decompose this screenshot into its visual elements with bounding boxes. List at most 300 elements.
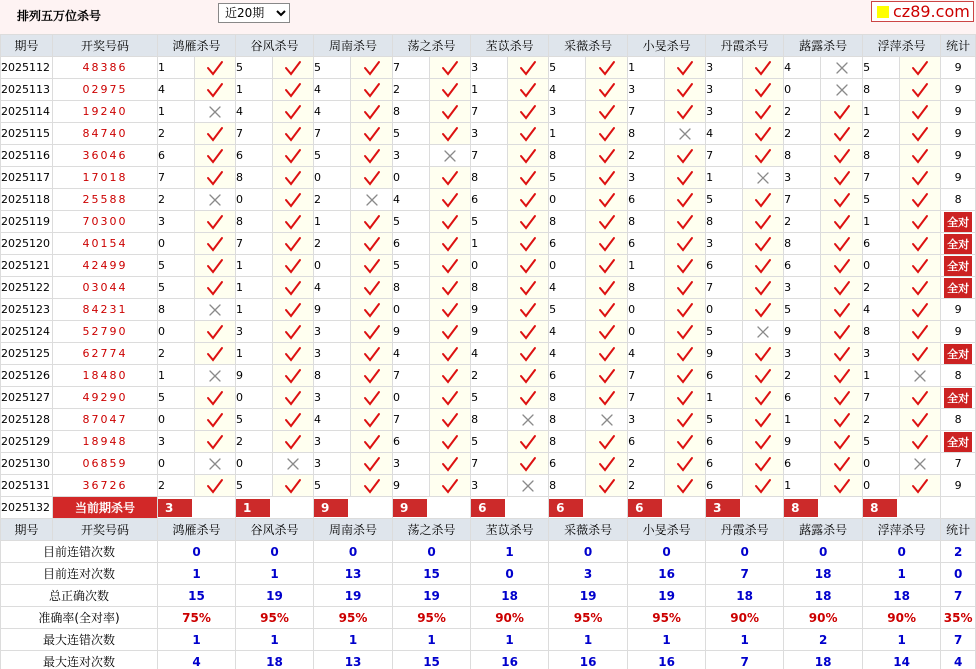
kill-pick: 8 bbox=[314, 365, 351, 387]
kill-pick: 1 bbox=[236, 79, 273, 101]
kill-pick: 6 bbox=[393, 233, 430, 255]
cross-icon bbox=[754, 323, 772, 341]
header-count: 统计 bbox=[941, 519, 976, 541]
period-select[interactable] bbox=[218, 3, 290, 23]
check-icon bbox=[598, 345, 616, 363]
check-icon bbox=[441, 433, 459, 451]
result-correct bbox=[821, 123, 863, 145]
stats-value: 18 bbox=[784, 651, 863, 669]
header-issue: 期号 bbox=[1, 519, 53, 541]
result-correct bbox=[195, 475, 236, 497]
kill-pick: 3 bbox=[393, 453, 430, 475]
stats-row bbox=[1, 585, 976, 607]
check-icon bbox=[284, 367, 302, 385]
current-issue: 2025132 bbox=[1, 497, 53, 519]
stats-total: 7 bbox=[941, 585, 976, 607]
result-correct bbox=[430, 431, 471, 453]
result-correct bbox=[900, 189, 941, 211]
result-correct bbox=[508, 101, 549, 123]
check-icon bbox=[598, 213, 616, 231]
stats-value: 1 bbox=[236, 563, 314, 585]
result-correct bbox=[586, 321, 628, 343]
kill-pick: 9 bbox=[393, 475, 430, 497]
check-icon bbox=[441, 455, 459, 473]
brand-text: cz89.com bbox=[893, 2, 970, 21]
kill-pick: 5 bbox=[863, 57, 900, 79]
kill-pick: 9 bbox=[471, 321, 508, 343]
kill-pick: 3 bbox=[706, 101, 743, 123]
check-icon bbox=[676, 301, 694, 319]
check-icon bbox=[833, 455, 851, 473]
header-expert: 浮萍杀号 bbox=[863, 519, 941, 541]
header-expert: 谷风杀号 bbox=[236, 35, 314, 57]
check-icon bbox=[363, 477, 381, 495]
check-icon bbox=[833, 301, 851, 319]
check-icon bbox=[754, 257, 772, 275]
check-icon bbox=[519, 455, 537, 473]
result-correct bbox=[900, 145, 941, 167]
result-correct bbox=[430, 365, 471, 387]
kill-pick: 8 bbox=[706, 211, 743, 233]
result-correct bbox=[351, 211, 393, 233]
stats-value: 0 bbox=[393, 541, 471, 563]
check-icon bbox=[363, 301, 381, 319]
kill-pick: 1 bbox=[706, 167, 743, 189]
check-icon bbox=[676, 455, 694, 473]
result-wrong bbox=[195, 453, 236, 475]
kill-pick: 5 bbox=[314, 145, 351, 167]
stats-value: 1 bbox=[393, 629, 471, 651]
stats-value: 18 bbox=[236, 651, 314, 669]
result-correct bbox=[273, 343, 314, 365]
check-icon bbox=[441, 59, 459, 77]
row-count: 8 bbox=[941, 189, 976, 211]
stats-label: 目前连错次数 bbox=[1, 541, 158, 563]
current-pick-cell bbox=[863, 497, 941, 519]
result-correct bbox=[273, 57, 314, 79]
stats-value: 0 bbox=[628, 541, 706, 563]
kill-pick: 6 bbox=[549, 365, 586, 387]
check-icon bbox=[754, 345, 772, 363]
result-correct bbox=[743, 431, 784, 453]
kill-pick: 8 bbox=[549, 475, 586, 497]
check-icon bbox=[206, 389, 224, 407]
check-icon bbox=[363, 169, 381, 187]
stats-value: 4 bbox=[158, 651, 236, 669]
header-expert: 丹霞杀号 bbox=[706, 35, 784, 57]
kill-pick: 8 bbox=[549, 409, 586, 431]
table-row bbox=[1, 321, 976, 343]
check-icon bbox=[206, 323, 224, 341]
current-pick: 8 bbox=[863, 499, 897, 517]
table-row bbox=[1, 101, 976, 123]
issue-number: 2025122 bbox=[1, 277, 53, 299]
cross-icon bbox=[206, 191, 224, 209]
kill-pick: 8 bbox=[784, 233, 821, 255]
kill-pick: 4 bbox=[549, 79, 586, 101]
result-correct bbox=[430, 299, 471, 321]
result-correct bbox=[273, 233, 314, 255]
kill-pick: 2 bbox=[784, 123, 821, 145]
stats-row bbox=[1, 541, 976, 563]
header-expert: 鸿雁杀号 bbox=[158, 35, 236, 57]
result-correct bbox=[821, 453, 863, 475]
kill-pick: 8 bbox=[549, 387, 586, 409]
row-count bbox=[941, 277, 976, 299]
result-correct bbox=[508, 299, 549, 321]
check-icon bbox=[363, 235, 381, 253]
kill-pick: 5 bbox=[549, 57, 586, 79]
table-row bbox=[1, 255, 976, 277]
result-correct bbox=[351, 123, 393, 145]
kill-pick: 7 bbox=[706, 277, 743, 299]
check-icon bbox=[206, 345, 224, 363]
result-correct bbox=[821, 299, 863, 321]
kill-pick: 3 bbox=[628, 167, 665, 189]
table-row bbox=[1, 79, 976, 101]
stats-value: 1 bbox=[549, 629, 628, 651]
check-icon bbox=[441, 169, 459, 187]
table-body bbox=[1, 57, 976, 519]
result-correct bbox=[430, 321, 471, 343]
result-correct bbox=[195, 321, 236, 343]
kill-pick: 5 bbox=[158, 255, 195, 277]
check-icon bbox=[284, 191, 302, 209]
kill-pick: 5 bbox=[158, 277, 195, 299]
result-correct bbox=[743, 343, 784, 365]
result-wrong bbox=[351, 189, 393, 211]
check-icon bbox=[754, 433, 772, 451]
check-icon bbox=[519, 389, 537, 407]
result-correct bbox=[351, 299, 393, 321]
result-correct bbox=[273, 365, 314, 387]
result-correct bbox=[743, 57, 784, 79]
stats-value: 95% bbox=[236, 607, 314, 629]
result-correct bbox=[430, 211, 471, 233]
result-correct bbox=[273, 145, 314, 167]
kill-pick: 7 bbox=[236, 123, 273, 145]
kill-pick: 4 bbox=[393, 343, 430, 365]
result-correct bbox=[508, 189, 549, 211]
result-correct bbox=[821, 343, 863, 365]
check-icon bbox=[754, 235, 772, 253]
issue-number: 2025120 bbox=[1, 233, 53, 255]
result-correct bbox=[351, 79, 393, 101]
check-icon bbox=[441, 81, 459, 99]
check-icon bbox=[206, 477, 224, 495]
result-correct bbox=[586, 145, 628, 167]
draw-number: 19240 bbox=[53, 101, 158, 123]
result-correct bbox=[586, 365, 628, 387]
all-correct-badge: 全对 bbox=[944, 212, 972, 232]
check-icon bbox=[441, 411, 459, 429]
result-correct bbox=[900, 277, 941, 299]
result-correct bbox=[508, 453, 549, 475]
check-icon bbox=[363, 345, 381, 363]
issue-number: 2025129 bbox=[1, 431, 53, 453]
check-icon bbox=[911, 147, 929, 165]
check-icon bbox=[598, 169, 616, 187]
row-count: 9 bbox=[941, 145, 976, 167]
check-icon bbox=[206, 279, 224, 297]
check-icon bbox=[441, 191, 459, 209]
kill-pick: 7 bbox=[628, 365, 665, 387]
kill-pick: 6 bbox=[706, 365, 743, 387]
check-icon bbox=[676, 235, 694, 253]
result-correct bbox=[900, 255, 941, 277]
result-correct bbox=[508, 123, 549, 145]
check-icon bbox=[598, 433, 616, 451]
kill-pick: 3 bbox=[628, 409, 665, 431]
issue-number: 2025119 bbox=[1, 211, 53, 233]
check-icon bbox=[676, 323, 694, 341]
stats-row bbox=[1, 651, 976, 669]
check-icon bbox=[911, 169, 929, 187]
cross-icon bbox=[754, 169, 772, 187]
stats-value: 0 bbox=[549, 541, 628, 563]
kill-pick: 1 bbox=[863, 211, 900, 233]
result-correct bbox=[821, 409, 863, 431]
cross-icon bbox=[206, 103, 224, 121]
result-correct bbox=[195, 57, 236, 79]
result-correct bbox=[351, 365, 393, 387]
kill-pick: 1 bbox=[314, 211, 351, 233]
check-icon bbox=[519, 257, 537, 275]
check-icon bbox=[598, 367, 616, 385]
check-icon bbox=[833, 345, 851, 363]
cross-icon bbox=[206, 367, 224, 385]
check-icon bbox=[911, 235, 929, 253]
check-icon bbox=[284, 323, 302, 341]
stats-value: 16 bbox=[549, 651, 628, 669]
check-icon bbox=[284, 213, 302, 231]
result-correct bbox=[273, 211, 314, 233]
kill-pick: 0 bbox=[314, 255, 351, 277]
draw-number: 36726 bbox=[53, 475, 158, 497]
result-correct bbox=[586, 387, 628, 409]
stats-row bbox=[1, 629, 976, 651]
kill-pick: 4 bbox=[314, 79, 351, 101]
result-correct bbox=[665, 453, 706, 475]
kill-pick: 5 bbox=[471, 431, 508, 453]
stats-label: 最大连错次数 bbox=[1, 629, 158, 651]
row-count bbox=[941, 343, 976, 365]
stats-value: 1 bbox=[158, 629, 236, 651]
kill-pick: 7 bbox=[628, 101, 665, 123]
check-icon bbox=[363, 147, 381, 165]
result-correct bbox=[508, 233, 549, 255]
kill-pick: 3 bbox=[471, 475, 508, 497]
cross-icon bbox=[833, 81, 851, 99]
kill-pick: 0 bbox=[471, 255, 508, 277]
stats-total: 2 bbox=[941, 541, 976, 563]
kill-pick: 3 bbox=[314, 387, 351, 409]
kill-pick: 2 bbox=[628, 453, 665, 475]
row-count: 9 bbox=[941, 321, 976, 343]
kill-pick: 0 bbox=[549, 255, 586, 277]
check-icon bbox=[284, 389, 302, 407]
check-icon bbox=[598, 279, 616, 297]
check-icon bbox=[598, 477, 616, 495]
check-icon bbox=[676, 59, 694, 77]
kill-pick: 9 bbox=[784, 431, 821, 453]
brand-square-icon bbox=[877, 6, 889, 18]
kill-pick: 0 bbox=[628, 299, 665, 321]
result-wrong bbox=[743, 321, 784, 343]
check-icon bbox=[833, 103, 851, 121]
kill-pick: 3 bbox=[706, 57, 743, 79]
check-icon bbox=[441, 323, 459, 341]
kill-pick: 6 bbox=[784, 387, 821, 409]
issue-number: 2025115 bbox=[1, 123, 53, 145]
result-correct bbox=[430, 255, 471, 277]
row-count bbox=[941, 431, 976, 453]
check-icon bbox=[598, 389, 616, 407]
kill-pick: 6 bbox=[784, 453, 821, 475]
stats-value: 0 bbox=[314, 541, 393, 563]
cross-icon bbox=[676, 125, 694, 143]
check-icon bbox=[519, 81, 537, 99]
result-correct bbox=[195, 255, 236, 277]
check-icon bbox=[363, 59, 381, 77]
cross-icon bbox=[519, 477, 537, 495]
kill-pick: 7 bbox=[706, 145, 743, 167]
kill-pick: 4 bbox=[314, 101, 351, 123]
kill-pick: 8 bbox=[471, 409, 508, 431]
check-icon bbox=[598, 235, 616, 253]
result-correct bbox=[586, 123, 628, 145]
all-correct-badge: 全对 bbox=[944, 234, 972, 254]
result-correct bbox=[743, 211, 784, 233]
stats-total: 35% bbox=[941, 607, 976, 629]
draw-number: 87047 bbox=[53, 409, 158, 431]
cross-icon bbox=[441, 147, 459, 165]
kill-pick: 8 bbox=[236, 167, 273, 189]
row-count: 9 bbox=[941, 475, 976, 497]
check-icon bbox=[833, 147, 851, 165]
kill-pick: 6 bbox=[628, 431, 665, 453]
issue-number: 2025126 bbox=[1, 365, 53, 387]
result-correct bbox=[351, 255, 393, 277]
result-correct bbox=[273, 79, 314, 101]
check-icon bbox=[206, 257, 224, 275]
result-correct bbox=[351, 475, 393, 497]
row-count: 9 bbox=[941, 167, 976, 189]
result-correct bbox=[821, 255, 863, 277]
kill-pick: 5 bbox=[236, 409, 273, 431]
stats-value: 15 bbox=[393, 651, 471, 669]
row-count: 8 bbox=[941, 409, 976, 431]
all-correct-badge: 全对 bbox=[944, 388, 972, 408]
result-correct bbox=[665, 299, 706, 321]
table-row bbox=[1, 299, 976, 321]
kill-pick: 3 bbox=[784, 167, 821, 189]
check-icon bbox=[754, 411, 772, 429]
kill-pick: 5 bbox=[784, 299, 821, 321]
kill-pick: 2 bbox=[236, 431, 273, 453]
result-correct bbox=[586, 233, 628, 255]
check-icon bbox=[833, 477, 851, 495]
check-icon bbox=[363, 103, 381, 121]
result-correct bbox=[743, 189, 784, 211]
result-correct bbox=[743, 123, 784, 145]
check-icon bbox=[363, 389, 381, 407]
kill-pick: 4 bbox=[628, 343, 665, 365]
result-correct bbox=[430, 343, 471, 365]
check-icon bbox=[284, 411, 302, 429]
issue-number: 2025124 bbox=[1, 321, 53, 343]
result-correct bbox=[351, 101, 393, 123]
kill-pick: 0 bbox=[863, 255, 900, 277]
kill-pick: 3 bbox=[314, 453, 351, 475]
stats-value: 19 bbox=[628, 585, 706, 607]
check-icon bbox=[754, 147, 772, 165]
kill-pick: 8 bbox=[549, 211, 586, 233]
result-correct bbox=[900, 233, 941, 255]
result-correct bbox=[900, 475, 941, 497]
table-row bbox=[1, 431, 976, 453]
result-correct bbox=[665, 233, 706, 255]
check-icon bbox=[519, 301, 537, 319]
result-correct bbox=[508, 321, 549, 343]
current-pick: 6 bbox=[471, 499, 505, 517]
stats-value: 1 bbox=[471, 541, 549, 563]
result-correct bbox=[665, 321, 706, 343]
result-correct bbox=[195, 167, 236, 189]
header-expert: 蕗露杀号 bbox=[784, 35, 863, 57]
issue-number: 2025121 bbox=[1, 255, 53, 277]
row-count: 8 bbox=[941, 365, 976, 387]
all-correct-badge: 全对 bbox=[944, 278, 972, 298]
stats-label: 准确率(全对率) bbox=[1, 607, 158, 629]
stats-value: 1 bbox=[706, 629, 784, 651]
result-correct bbox=[430, 101, 471, 123]
stats-value: 95% bbox=[393, 607, 471, 629]
issue-number: 2025116 bbox=[1, 145, 53, 167]
result-correct bbox=[273, 123, 314, 145]
kill-pick: 2 bbox=[784, 211, 821, 233]
result-correct bbox=[586, 343, 628, 365]
check-icon bbox=[284, 279, 302, 297]
kill-pick: 5 bbox=[863, 189, 900, 211]
kill-pick: 7 bbox=[784, 189, 821, 211]
result-correct bbox=[430, 123, 471, 145]
table-row bbox=[1, 475, 976, 497]
stats-value: 18 bbox=[784, 563, 863, 585]
result-correct bbox=[821, 365, 863, 387]
row-count: 9 bbox=[941, 299, 976, 321]
result-correct bbox=[195, 431, 236, 453]
row-count bbox=[941, 387, 976, 409]
result-correct bbox=[508, 343, 549, 365]
check-icon bbox=[754, 455, 772, 473]
check-icon bbox=[284, 477, 302, 495]
table-row bbox=[1, 123, 976, 145]
result-wrong bbox=[195, 365, 236, 387]
stats-value: 1 bbox=[158, 563, 236, 585]
brand-logo[interactable] bbox=[871, 1, 974, 22]
result-correct bbox=[273, 321, 314, 343]
row-count: 9 bbox=[941, 79, 976, 101]
check-icon bbox=[363, 411, 381, 429]
check-icon bbox=[206, 213, 224, 231]
result-correct bbox=[821, 277, 863, 299]
result-wrong bbox=[195, 189, 236, 211]
row-count: 9 bbox=[941, 123, 976, 145]
kill-pick: 7 bbox=[393, 409, 430, 431]
kill-pick: 8 bbox=[393, 101, 430, 123]
stats-value: 7 bbox=[706, 651, 784, 669]
